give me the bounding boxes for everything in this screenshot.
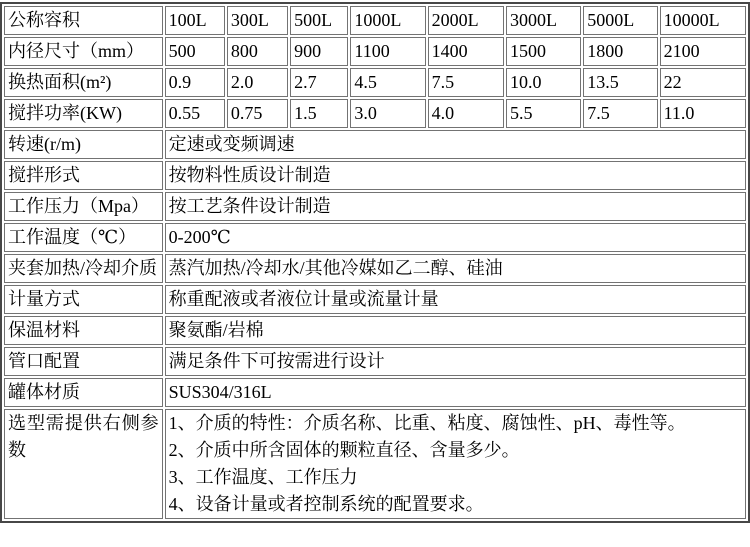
note-line: 2、介质中所含固体的颗粒直径、含量多少。 [168,440,520,460]
value-cell: 2.0 [227,68,288,97]
table-row-nozzle-configuration [4,347,746,376]
value-cell: 11.0 [660,99,746,128]
row-label-cell: 管口配置 [4,347,163,376]
table-row-inner-diameter [4,37,746,66]
value-cell: 1100 [350,37,425,66]
row-label-cell: 工作温度（℃） [4,223,163,252]
value-cell: 0.75 [227,99,288,128]
table-row-rotation-speed [4,130,746,159]
value-cell: 500L [290,6,348,35]
value-cell: 10000L [660,6,746,35]
value-cell: 定速或变频调速 [165,130,746,159]
row-label-cell: 内径尺寸（mm） [4,37,163,66]
value-cell: 2100 [660,37,746,66]
value-cell: 1.5 [290,99,348,128]
table-row-working-temperature [4,223,746,252]
note-line: 1、介质的特性：介质名称、比重、粘度、腐蚀性、pH、毒性等。 [168,413,686,433]
value-cell: 7.5 [428,68,504,97]
table-row-insulation-material [4,316,746,345]
value-cell: 2.7 [290,68,348,97]
value-cell: 1800 [583,37,657,66]
value-cell: 0.55 [165,99,225,128]
value-cell: 1500 [506,37,581,66]
value-cell: 按工艺条件设计制造 [165,192,746,221]
value-cell: 称重配液或者液位计量或流量计量 [165,285,746,314]
value-cell: 按物料性质设计制造 [165,161,746,190]
value-cell: 1400 [428,37,504,66]
row-label-cell: 工作压力（Mpa） [4,192,163,221]
row-label-cell: 公称容积 [4,6,163,35]
value-cell: 0-200℃ [165,223,746,252]
value-cell: SUS304/316L [165,378,746,407]
value-cell: 聚氨酯/岩棉 [165,316,746,345]
row-label-cell: 搅拌形式 [4,161,163,190]
value-cell: 800 [227,37,288,66]
value-cell: 500 [165,37,225,66]
row-label-cell: 罐体材质 [4,378,163,407]
table-row-stirring-power [4,99,746,128]
value-cell: 蒸汽加热/冷却水/其他冷媒如乙二醇、硅油 [165,254,746,283]
row-label-cell: 换热面积(m²) [4,68,163,97]
value-cell: 22 [660,68,746,97]
value-cell: 4.0 [428,99,504,128]
value-cell: 满足条件下可按需进行设计 [165,347,746,376]
note-line: 4、设备计量或者控制系统的配置要求。 [168,494,484,514]
table-row-working-pressure [4,192,746,221]
value-cell: 13.5 [583,68,657,97]
value-cell: 300L [227,6,288,35]
row-label-cell: 转速(r/m) [4,130,163,159]
row-label-cell: 夹套加热/冷却介质 [4,254,163,283]
value-cell: 7.5 [583,99,657,128]
table-row-stirring-type [4,161,746,190]
value-cell: 5000L [583,6,657,35]
value-cell: 10.0 [506,68,581,97]
table-row-metering-method [4,285,746,314]
value-cell: 4.5 [350,68,425,97]
row-label-cell: 计量方式 [4,285,163,314]
value-cell: 100L [165,6,225,35]
row-label-cell: 选型需提供右侧参数 [4,409,163,519]
value-cell: 1000L [350,6,425,35]
value-cell: 900 [290,37,348,66]
row-label-cell: 保温材料 [4,316,163,345]
note-line: 3、工作温度、工作压力 [168,467,358,487]
value-cell: 3000L [506,6,581,35]
note-cell [165,409,746,519]
row-label-cell: 搅拌功率(KW) [4,99,163,128]
table-row-heat-exchange-area [4,68,746,97]
value-cell: 0.9 [165,68,225,97]
value-cell: 2000L [428,6,504,35]
value-cell: 5.5 [506,99,581,128]
spec-table [0,2,750,523]
table-row-nominal-volume [4,6,746,35]
value-cell: 3.0 [350,99,425,128]
table-row-jacket-medium [4,254,746,283]
table-row-tank-material [4,378,746,407]
table-row-selection-parameters [4,409,746,519]
